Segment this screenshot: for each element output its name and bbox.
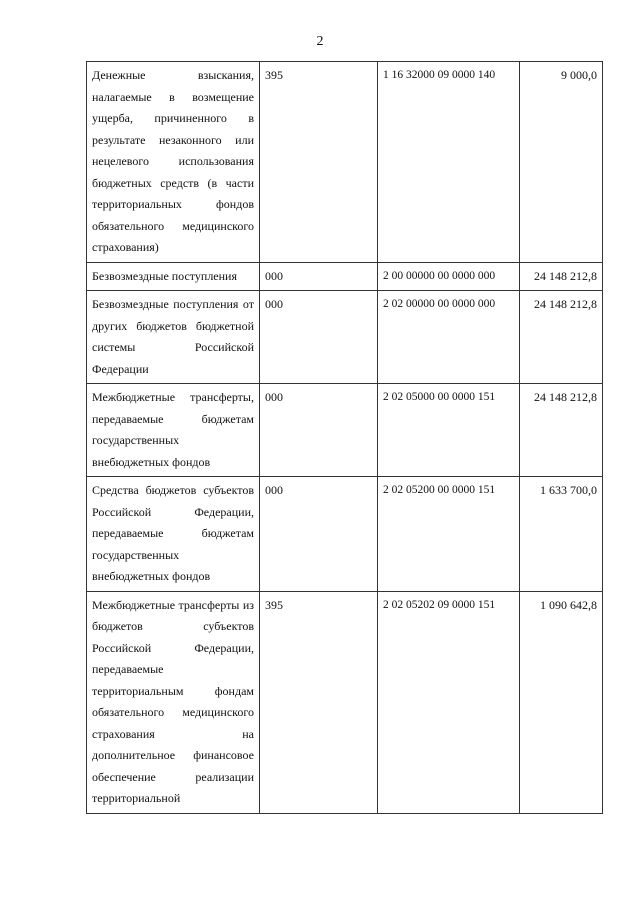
administrator-code-cell: 395 — [260, 591, 378, 813]
administrator-code-cell: 000 — [260, 384, 378, 477]
administrator-code-cell: 000 — [260, 291, 378, 384]
administrator-code-cell: 000 — [260, 262, 378, 291]
revenue-name-cell: Межбюджетные трансферты, передаваемые бюджетам государственных внебюджетных фондов — [87, 384, 260, 477]
administrator-code-cell: 000 — [260, 477, 378, 592]
table-row — [87, 291, 603, 384]
budget-classification-code-cell: 2 00 00000 00 0000 000 — [378, 262, 520, 291]
revenue-name-cell: Безвозмездные поступления — [87, 262, 260, 291]
budget-classification-code-cell: 2 02 05202 09 0000 151 — [378, 591, 520, 813]
amount-cell: 1 090 642,8 — [520, 591, 603, 813]
budget-classification-code-cell: 2 02 00000 00 0000 000 — [378, 291, 520, 384]
amount-cell: 24 148 212,8 — [520, 262, 603, 291]
table-row — [87, 591, 603, 813]
budget-revenue-table — [86, 61, 603, 814]
table-row — [87, 477, 603, 592]
revenue-name-cell: Денежные взыскания, налагаемые в возмещение ущерба, причиненного в результате незаконного или нецелевого использования бюджетных средств (в части территориальных фондов обязательного медицинского страхования) — [87, 62, 260, 263]
revenue-name-cell: Безвозмездные поступления от других бюджетов бюджетной системы Российской Федерации — [87, 291, 260, 384]
page-number: 2 — [316, 34, 324, 49]
amount-cell: 9 000,0 — [520, 62, 603, 263]
revenue-name-cell: Средства бюджетов субъектов Российской Федерации, передаваемые бюджетам государственных внебюджетных фондов — [87, 477, 260, 592]
budget-classification-code-cell: 2 02 05200 00 0000 151 — [378, 477, 520, 592]
administrator-code-cell: 395 — [260, 62, 378, 263]
amount-cell: 1 633 700,0 — [520, 477, 603, 592]
table-row — [87, 384, 603, 477]
table-row — [87, 262, 603, 291]
amount-cell: 24 148 212,8 — [520, 291, 603, 384]
revenue-name-cell: Межбюджетные трансферты из бюджетов субъектов Российской Федерации, передаваемые территориальным фондам обязательного медицинского страхования на дополнительное финансовое обеспечение реализации территориальной — [87, 591, 260, 813]
budget-classification-code-cell: 1 16 32000 09 0000 140 — [378, 62, 520, 263]
budget-classification-code-cell: 2 02 05000 00 0000 151 — [378, 384, 520, 477]
table-row — [87, 62, 603, 263]
amount-cell: 24 148 212,8 — [520, 384, 603, 477]
